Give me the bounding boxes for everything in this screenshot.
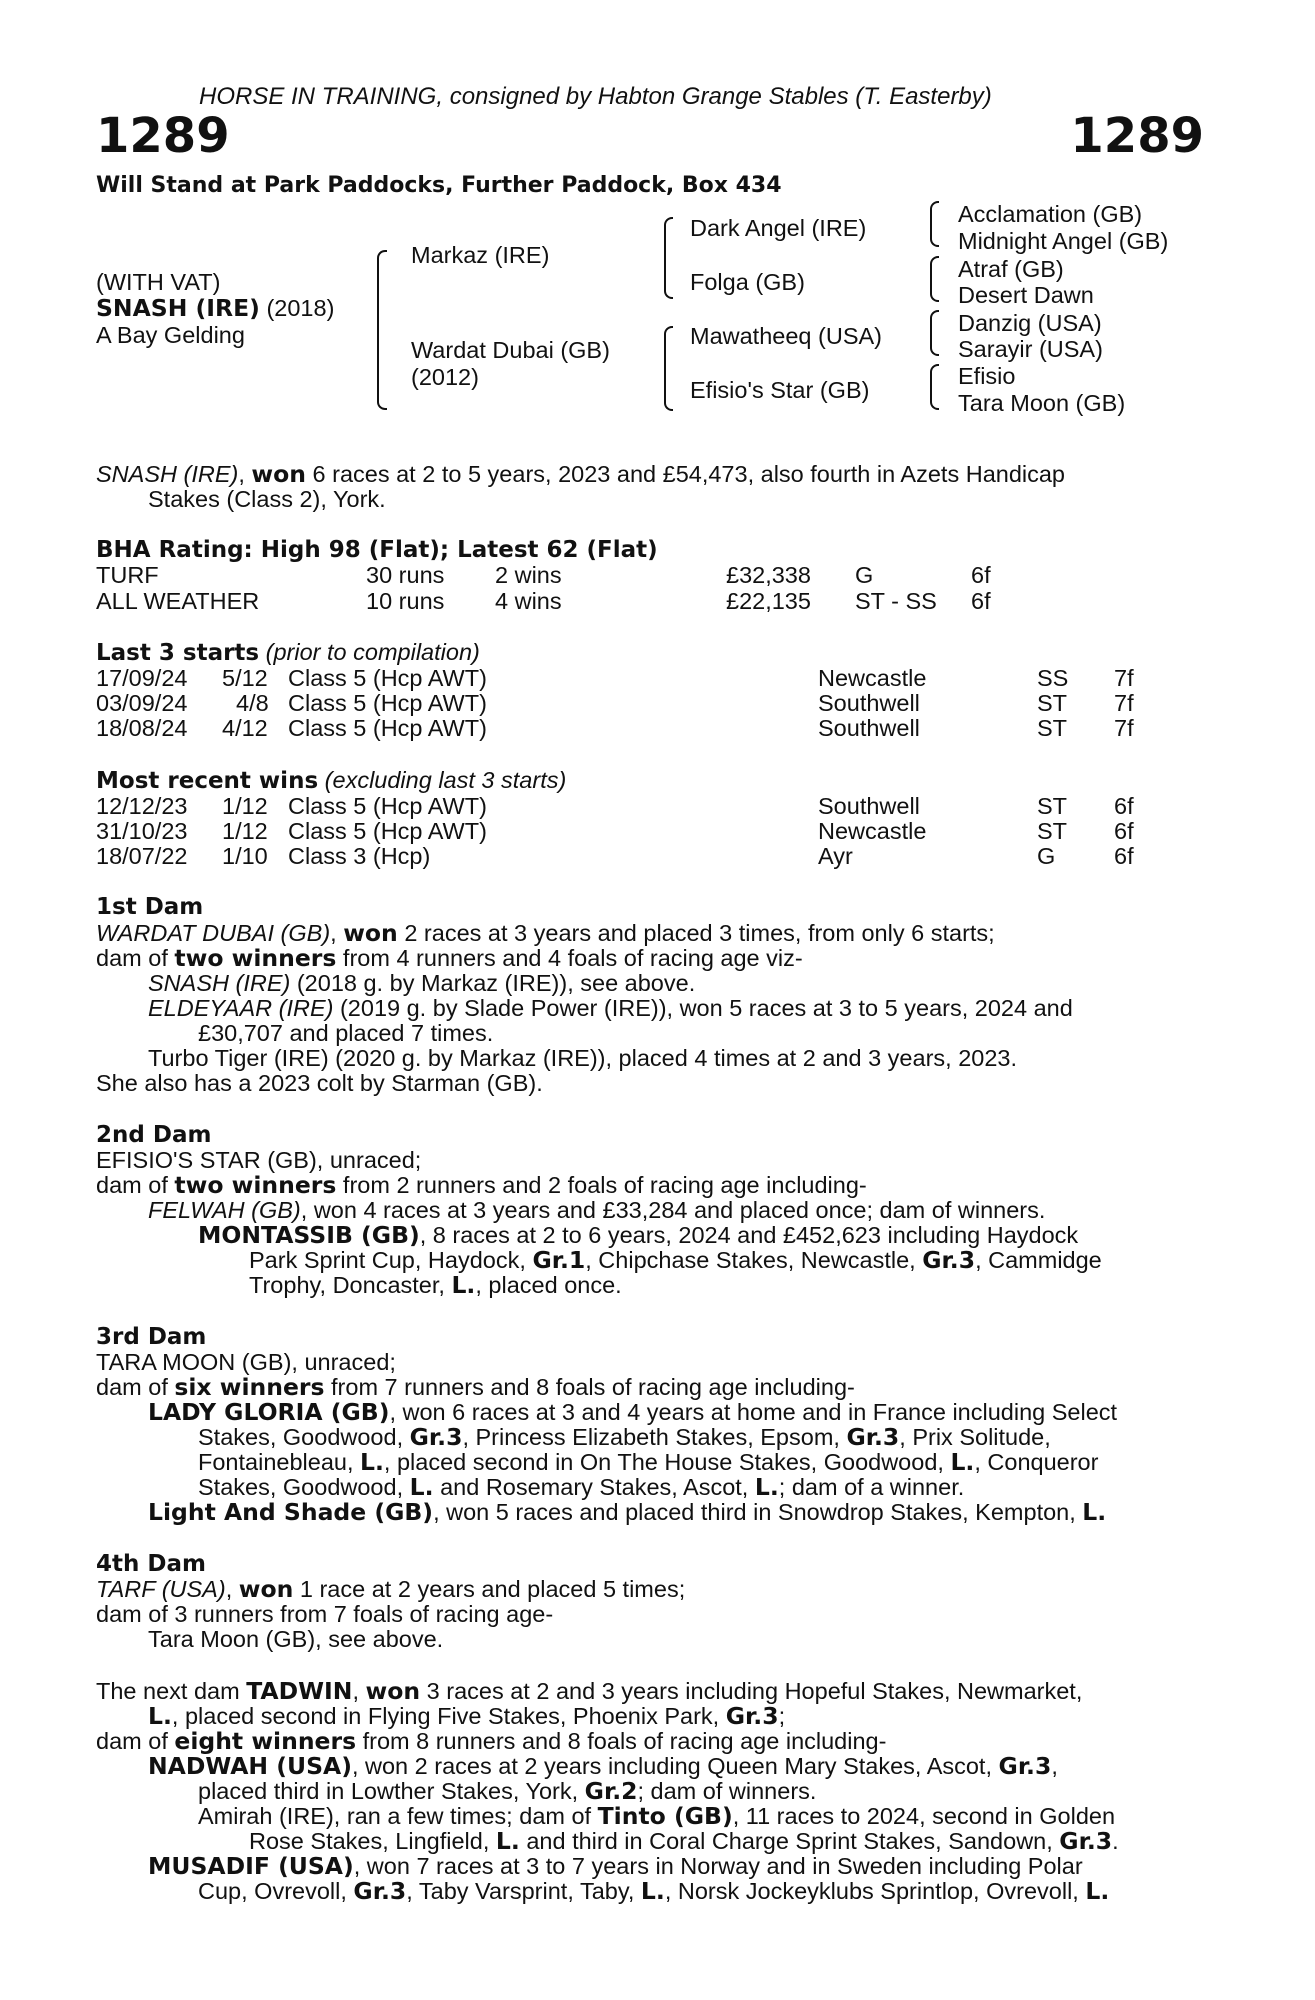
horse-name: SNASH (IRE) bbox=[96, 294, 260, 322]
next-dam-line2: L., placed second in Flying Five Stakes, Phoenix Park, Gr.3; bbox=[148, 1702, 786, 1730]
bha-rating-title: BHA Rating: High 98 (Flat); Latest 62 (Flat) bbox=[96, 537, 658, 563]
sire-sire-sire: Acclamation (GB) bbox=[958, 201, 1143, 227]
third-dam-line6: Stakes, Goodwood, L. and Rosemary Stakes, Ascot, L.; dam of a winner. bbox=[198, 1473, 965, 1501]
second-dam-line2: dam of two winners from 2 runners and 2 foals of racing age including- bbox=[96, 1171, 867, 1199]
third-dam-line4: Stakes, Goodwood, Gr.3, Princess Elizabeth Stakes, Epsom, Gr.3, Prix Solitude, bbox=[198, 1423, 1051, 1451]
dam: Wardat Dubai (GB) bbox=[411, 337, 610, 363]
third-dam-line3: LADY GLORIA (GB), won 6 races at 3 and 4 years at home and in France including Select bbox=[148, 1398, 1118, 1426]
race-summary-line2: Stakes (Class 2), York. bbox=[148, 486, 386, 512]
sire-dam: Folga (GB) bbox=[690, 269, 805, 295]
brace-g1 bbox=[930, 201, 939, 247]
second-dam-line6: Trophy, Doncaster, L., placed once. bbox=[249, 1271, 622, 1299]
fourth-dam-line1: TARF (USA), won 1 race at 2 years and placed 5 times; bbox=[96, 1575, 686, 1603]
next-dam-line7: Rose Stakes, Lingfield, L. and third in Coral Charge Sprint Stakes, Sandown, Gr.3. bbox=[249, 1827, 1119, 1855]
horse-description: A Bay Gelding bbox=[96, 322, 245, 348]
brace-g3 bbox=[930, 310, 939, 356]
next-dam-line5: placed third in Lowther Stakes, York, Gr.2; dam of winners. bbox=[198, 1777, 817, 1805]
next-dam-line9: Cup, Ovrevoll, Gr.3, Taby Varsprint, Taby, L., Norsk Jockeyklubs Sprintlop, Ovrevoll, L. bbox=[198, 1877, 1110, 1905]
dam-sire: Mawatheeq (USA) bbox=[690, 323, 882, 349]
first-dam-title: 1st Dam bbox=[96, 894, 204, 920]
first-dam-line4: ELDEYAAR (IRE) (2019 g. by Slade Power (IRE)), won 5 races at 3 to 5 years, 2024 and bbox=[148, 995, 1073, 1021]
next-dam-line4: NADWAH (USA), won 2 races at 2 years including Queen Mary Stakes, Ascot, Gr.3, bbox=[148, 1752, 1058, 1780]
sire: Markaz (IRE) bbox=[411, 242, 550, 268]
lot-number-left: 1289 bbox=[96, 108, 230, 164]
third-dam-line1: TARA MOON (GB), unraced; bbox=[96, 1349, 396, 1375]
sire-dam-sire: Atraf (GB) bbox=[958, 256, 1064, 282]
consignment-line: HORSE IN TRAINING, consigned by Habton Grange Stables (T. Easterby) bbox=[199, 83, 992, 110]
lot-number-right: 1289 bbox=[1070, 108, 1204, 164]
third-dam-line7: Light And Shade (GB), won 5 races and placed third in Snowdrop Stakes, Kempton, L. bbox=[148, 1498, 1107, 1526]
third-dam-line5: Fontainebleau, L., placed second in On The House Stakes, Goodwood, L., Conqueror bbox=[198, 1448, 1099, 1476]
brace-dam-line bbox=[664, 326, 673, 411]
first-dam-line2: dam of two winners from 4 runners and 4 foals of racing age viz- bbox=[96, 944, 803, 972]
next-dam-line8: MUSADIF (USA), won 7 races at 3 to 7 years in Norway and in Sweden including Polar bbox=[148, 1852, 1083, 1880]
brace-sire-dam bbox=[377, 250, 387, 410]
dam-sire-dam: Sarayir (USA) bbox=[958, 336, 1103, 362]
fourth-dam-line3: Tara Moon (GB), see above. bbox=[148, 1626, 444, 1652]
next-dam-line6: Amirah (IRE), ran a few times; dam of Tinto (GB), 11 races to 2024, second in Golden bbox=[198, 1802, 1116, 1830]
second-dam-title: 2nd Dam bbox=[96, 1122, 212, 1148]
dam-sire-sire: Danzig (USA) bbox=[958, 310, 1102, 336]
next-dam-line3: dam of eight winners from 8 runners and 8 foals of racing age including- bbox=[96, 1727, 887, 1755]
second-dam-line1: EFISIO'S STAR (GB), unraced; bbox=[96, 1147, 422, 1173]
dam-year: (2012) bbox=[411, 364, 479, 390]
fourth-dam-title: 4th Dam bbox=[96, 1551, 206, 1577]
first-dam-line7: She also has a 2023 colt by Starman (GB). bbox=[96, 1070, 543, 1096]
third-dam-line2: dam of six winners from 7 runners and 8 foals of racing age including- bbox=[96, 1373, 855, 1401]
next-dam-line1: The next dam TADWIN, won 3 races at 2 and 3 years including Hopeful Stakes, Newmarket, bbox=[96, 1677, 1083, 1705]
brace-g2 bbox=[930, 256, 939, 302]
brace-sire-line bbox=[664, 217, 673, 299]
horse-year: (2018) bbox=[266, 295, 335, 321]
horse-title bbox=[96, 296, 334, 322]
sire-sire-dam: Midnight Angel (GB) bbox=[958, 228, 1169, 254]
dam-dam-dam: Tara Moon (GB) bbox=[958, 390, 1126, 416]
second-dam-line4: MONTASSIB (GB), 8 races at 2 to 6 years, 2024 and £452,623 including Haydock bbox=[198, 1221, 1079, 1249]
second-dam-line3: FELWAH (GB), won 4 races at 3 years and £33,284 and placed once; dam of winners. bbox=[148, 1197, 1046, 1223]
first-dam-line6: Turbo Tiger (IRE) (2020 g. by Markaz (IRE)), placed 4 times at 2 and 3 years, 2023. bbox=[148, 1045, 1018, 1071]
vat-note: (WITH VAT) bbox=[96, 269, 221, 295]
last-starts-title: Last 3 starts (prior to compilation) bbox=[96, 639, 480, 666]
brace-g4 bbox=[930, 364, 939, 410]
third-dam-title: 3rd Dam bbox=[96, 1324, 207, 1350]
first-dam-line5: £30,707 and placed 7 times. bbox=[198, 1020, 494, 1046]
sire-dam-dam: Desert Dawn bbox=[958, 282, 1094, 308]
first-dam-line3: SNASH (IRE) (2018 g. by Markaz (IRE)), see above. bbox=[148, 970, 696, 996]
sire-sire: Dark Angel (IRE) bbox=[690, 215, 867, 241]
race-summary-line1: SNASH (IRE), won 6 races at 2 to 5 years, 2023 and £54,473, also fourth in Azets Handicap bbox=[96, 460, 1066, 488]
second-dam-line5: Park Sprint Cup, Haydock, Gr.1, Chipchase Stakes, Newcastle, Gr.3, Cammidge bbox=[249, 1246, 1102, 1274]
recent-wins-title: Most recent wins (excluding last 3 starts) bbox=[96, 767, 567, 794]
fourth-dam-line2: dam of 3 runners from 7 foals of racing age- bbox=[96, 1601, 554, 1627]
first-dam-line1: WARDAT DUBAI (GB), won 2 races at 3 years and placed 3 times, from only 6 starts; bbox=[96, 919, 995, 947]
location-line: Will Stand at Park Paddocks, Further Paddock, Box 434 bbox=[96, 173, 782, 198]
dam-dam: Efisio's Star (GB) bbox=[690, 377, 870, 403]
dam-dam-sire: Efisio bbox=[958, 363, 1016, 389]
